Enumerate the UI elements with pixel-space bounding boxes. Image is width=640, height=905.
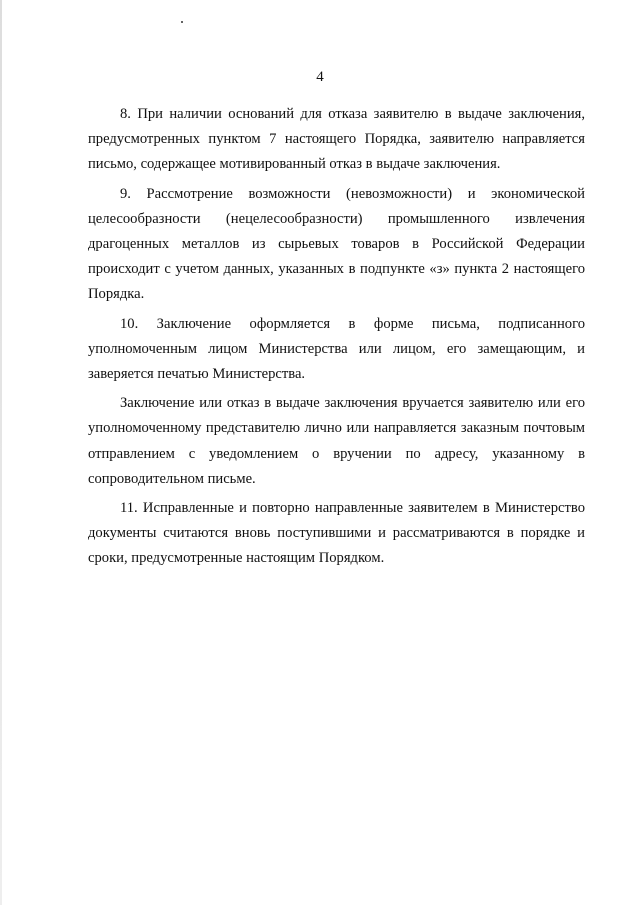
page-number: 4: [316, 69, 324, 85]
paragraph-9: 9. Рассмотрение возможности (невозможности) и экономической целесообразности (нецелесообразности) промышленного извлечения драгоценных металлов из сырьевых товаров в Российской Федерации происходит с учетом данных, указанных в подпункте «з» пункта 2 настоящего Порядка.: [88, 185, 585, 303]
paragraph-10-continued: Заключение или отказ в выдаче заключения вручается заявителю или его уполномоченному представителю лично или направляется заказным почтовым отправлением с уведомлением о вручении по адресу, указанному в сопроводительном письме.: [88, 395, 585, 487]
paragraph-10: 10. Заключение оформляется в форме письма, подписанного уполномоченным лицом Министерства или лицом, его замещающим, и заверяется печатью Министерства.: [88, 315, 585, 383]
scan-edge: [0, 0, 2, 905]
scan-speck: [181, 21, 183, 23]
paragraph-8: 8. При наличии оснований для отказа заявителю в выдаче заключения, предусмотренных пунктом 7 настоящего Порядка, заявителю направляется письмо, содержащее мотивированный отказ в выдаче заключения.: [88, 106, 585, 173]
document-body: [88, 102, 585, 576]
paragraph-11: 11. Исправленные и повторно направленные заявителем в Министерство документы считаются вновь поступившими и рассматриваются в порядке и сроки, предусмотренные настоящим Порядком.: [88, 500, 585, 567]
